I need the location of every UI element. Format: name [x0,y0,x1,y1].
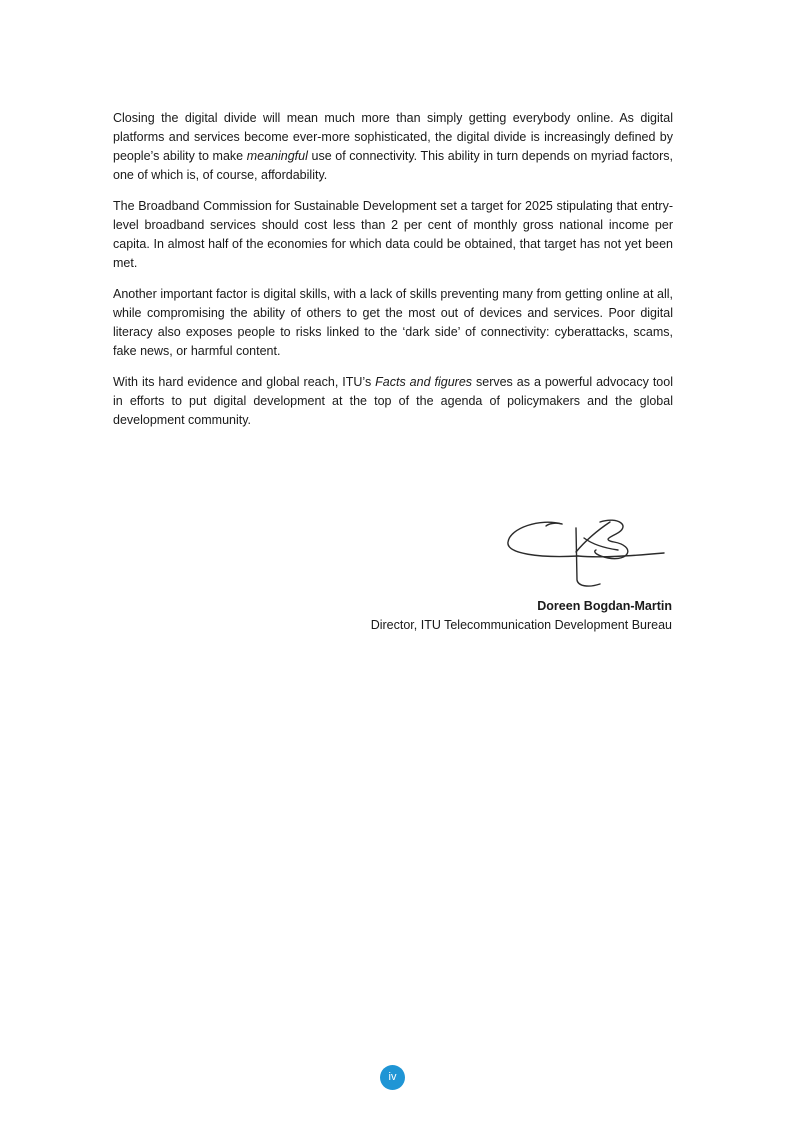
body-text [113,109,673,442]
signer-name: Doreen Bogdan-Martin [537,599,672,613]
paragraph-4 [113,373,673,430]
paragraph-4-text: With its hard evidence and global reach, ITU’s [113,375,376,389]
paragraph-1-text-end: use of connectivity. This ability in turn depends on myriad factors, one of which is, of course, affordability. [113,149,673,182]
signature-block [371,597,672,635]
paragraph-3: Another important factor is digital skills, with a lack of skills preventing many from getting online at all, while compromising the ability of others to get the most out of devices and services. Poor digital literacy also exposes people to risks linked to the ‘dark side’ of connectivity: cyberattacks, scams, fake news, or harmful content. [113,287,673,358]
handwritten-signature [500,510,670,592]
paragraph-4-text-end: serves as a powerful advocacy tool in efforts to put digital development at the top of the agenda of policymakers and the global development community. [113,375,673,427]
paragraph-1-text: Closing the digital divide will mean much more than simply getting everybody online. As digital platforms and services become ever-more sophisticated, the digital divide is increasingly defined by people’s ability to make [113,111,673,163]
emphasis-meaningful: meaningful [246,149,308,163]
paragraph-2: The Broadband Commission for Sustainable Development set a target for 2025 stipulating that entry-level broadband services should cost less than 2 per cent of monthly gross national income per capita. In almost half of the economies for which data could be obtained, that target has not yet been met. [113,199,673,270]
paragraph-1 [113,109,673,185]
page-number-badge: iv [380,1065,405,1090]
signer-title: Director, ITU Telecommunication Development Bureau [370,618,672,632]
emphasis-facts-and-figures: Facts and figures [375,375,473,389]
